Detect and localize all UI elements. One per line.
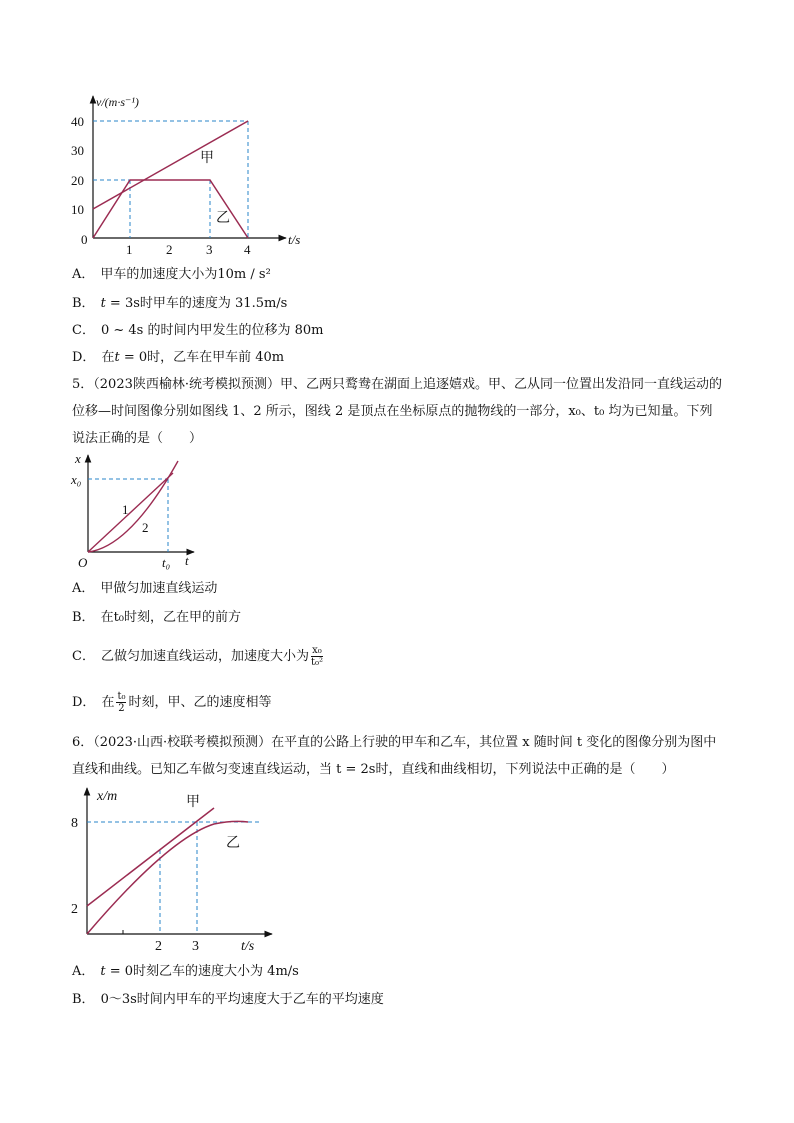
q5-option-c [72,642,325,672]
y-tick-30: 30 [71,143,84,158]
q6-option-b [72,991,384,1009]
option-letter: C． [72,649,95,664]
var-t: t [100,296,106,311]
figure2-xt-graph [68,452,208,572]
option-letter: B． [72,610,95,625]
q4-option-b [72,295,287,313]
frac-den: 2 [118,703,125,714]
frac-num: t₀ [117,691,126,702]
var-t: t [114,350,120,365]
x-tick-4: 4 [244,242,251,257]
x-tick-2: 2 [155,939,162,954]
label-jia: 甲 [186,795,200,810]
x0-label: x₀ [71,472,82,487]
x-axis-label: t [185,553,189,568]
option-text: = 0时刻乙车的速度大小为 4m/s [105,964,299,979]
option-text: = 3s时甲车的速度为 31.5m/s [105,296,288,311]
option-pre: 在 [101,695,115,710]
q6-stem [72,729,722,783]
option-letter: D． [72,695,96,710]
frac-den: t₀² [310,657,324,668]
t0-label: t₀ [162,555,171,570]
q4-option-d [72,349,284,367]
option-letter: B． [72,296,95,311]
option-letter: B． [72,992,95,1007]
option-letter: A． [72,267,95,282]
var-t: t [100,964,106,979]
y-tick-20: 20 [71,173,84,188]
q5-option-a [72,580,217,598]
y-tick-0: 0 [81,232,88,247]
curve-yi [87,821,248,934]
q4-option-a [72,266,271,284]
option-text: 甲做匀加速直线运动 [100,581,218,596]
label-yi: 乙 [226,836,240,851]
q5-text: （2023陕西榆林·统考模拟预测）甲、乙两只鹜鸯在湖面上追逐嬉戏。甲、乙从同一位置出发沿同一直线运动的位移—时间图像分别如图线 1、2 所示，图线 2 是顶点在坐标原点的抛物线的一部分，x₀、t₀ 均为已知量。下列说法正确的是（ ） [72,377,722,446]
x-tick-1: 1 [126,242,133,257]
label-jia: 甲 [200,151,214,166]
line-jia [93,121,248,209]
line-yi [93,180,248,238]
q5-stem [72,371,722,452]
curve-2 [88,461,178,552]
line-1 [88,473,173,552]
option-text: 甲车的加速度大小为10m / s² [100,267,271,282]
x-axis-label: t/s [241,939,255,954]
x-tick-3: 3 [192,939,199,954]
y-axis-label: x [75,452,81,466]
curve-2-label: 2 [142,520,149,535]
y-tick-8: 8 [71,816,78,831]
label-yi: 乙 [216,211,230,226]
option-text: 0～3s时间内甲车的平均速度大于乙车的平均速度 [100,992,384,1007]
option-letter: C． [72,323,95,338]
y-tick-40: 40 [71,114,84,129]
q5-option-b [72,609,241,627]
x-tick-2: 2 [166,242,173,257]
figure1-vt-graph [60,88,320,258]
option-text: 乙做匀加速直线运动，加速度大小为 [100,649,309,664]
option-text: 0 ~ 4s 的时间内甲发生的位移为 80m [100,323,324,338]
q5-number: 5． [72,377,94,392]
option-text: 在t₀时刻，乙在甲的前方 [100,610,241,625]
y-axis-label: v/(m·s⁻¹) [96,95,139,109]
x-tick-3: 3 [206,242,213,257]
q4-option-c [72,322,323,340]
q6-number: 6． [72,735,94,750]
q5-option-d [72,688,272,718]
q6-option-a [72,963,299,981]
fraction-x0-over-t0sq [311,645,323,668]
option-letter: A． [72,581,95,596]
origin-label: O [78,555,88,570]
option-text: = 0时，乙车在甲车前 40m [119,350,285,365]
x-axis-label: t/s [288,232,301,247]
option-letter: D． [72,350,96,365]
y-axis-label: x/m [97,789,118,804]
q6-text: （2023·山西·校联考模拟预测）在平直的公路上行驶的甲车和乙车，其位置 x 随时间 t 变化的图像分别为图中直线和曲线。已知乙车做匀变速直线运动，当 t = 2s时，直线和曲线相切，下列说法中正确的是（ ） [72,735,717,777]
figure3-xt-graph [68,784,278,956]
option-pre: 在 [101,350,115,365]
option-letter: A． [72,964,95,979]
fraction-t0-over-2 [116,691,126,714]
y-tick-10: 10 [71,202,84,217]
option-text: 时刻，甲、乙的速度相等 [128,695,272,710]
line-jia [87,808,214,906]
frac-num: x₀ [312,645,322,656]
y-tick-2: 2 [71,902,78,917]
curve-1-label: 1 [122,502,129,517]
